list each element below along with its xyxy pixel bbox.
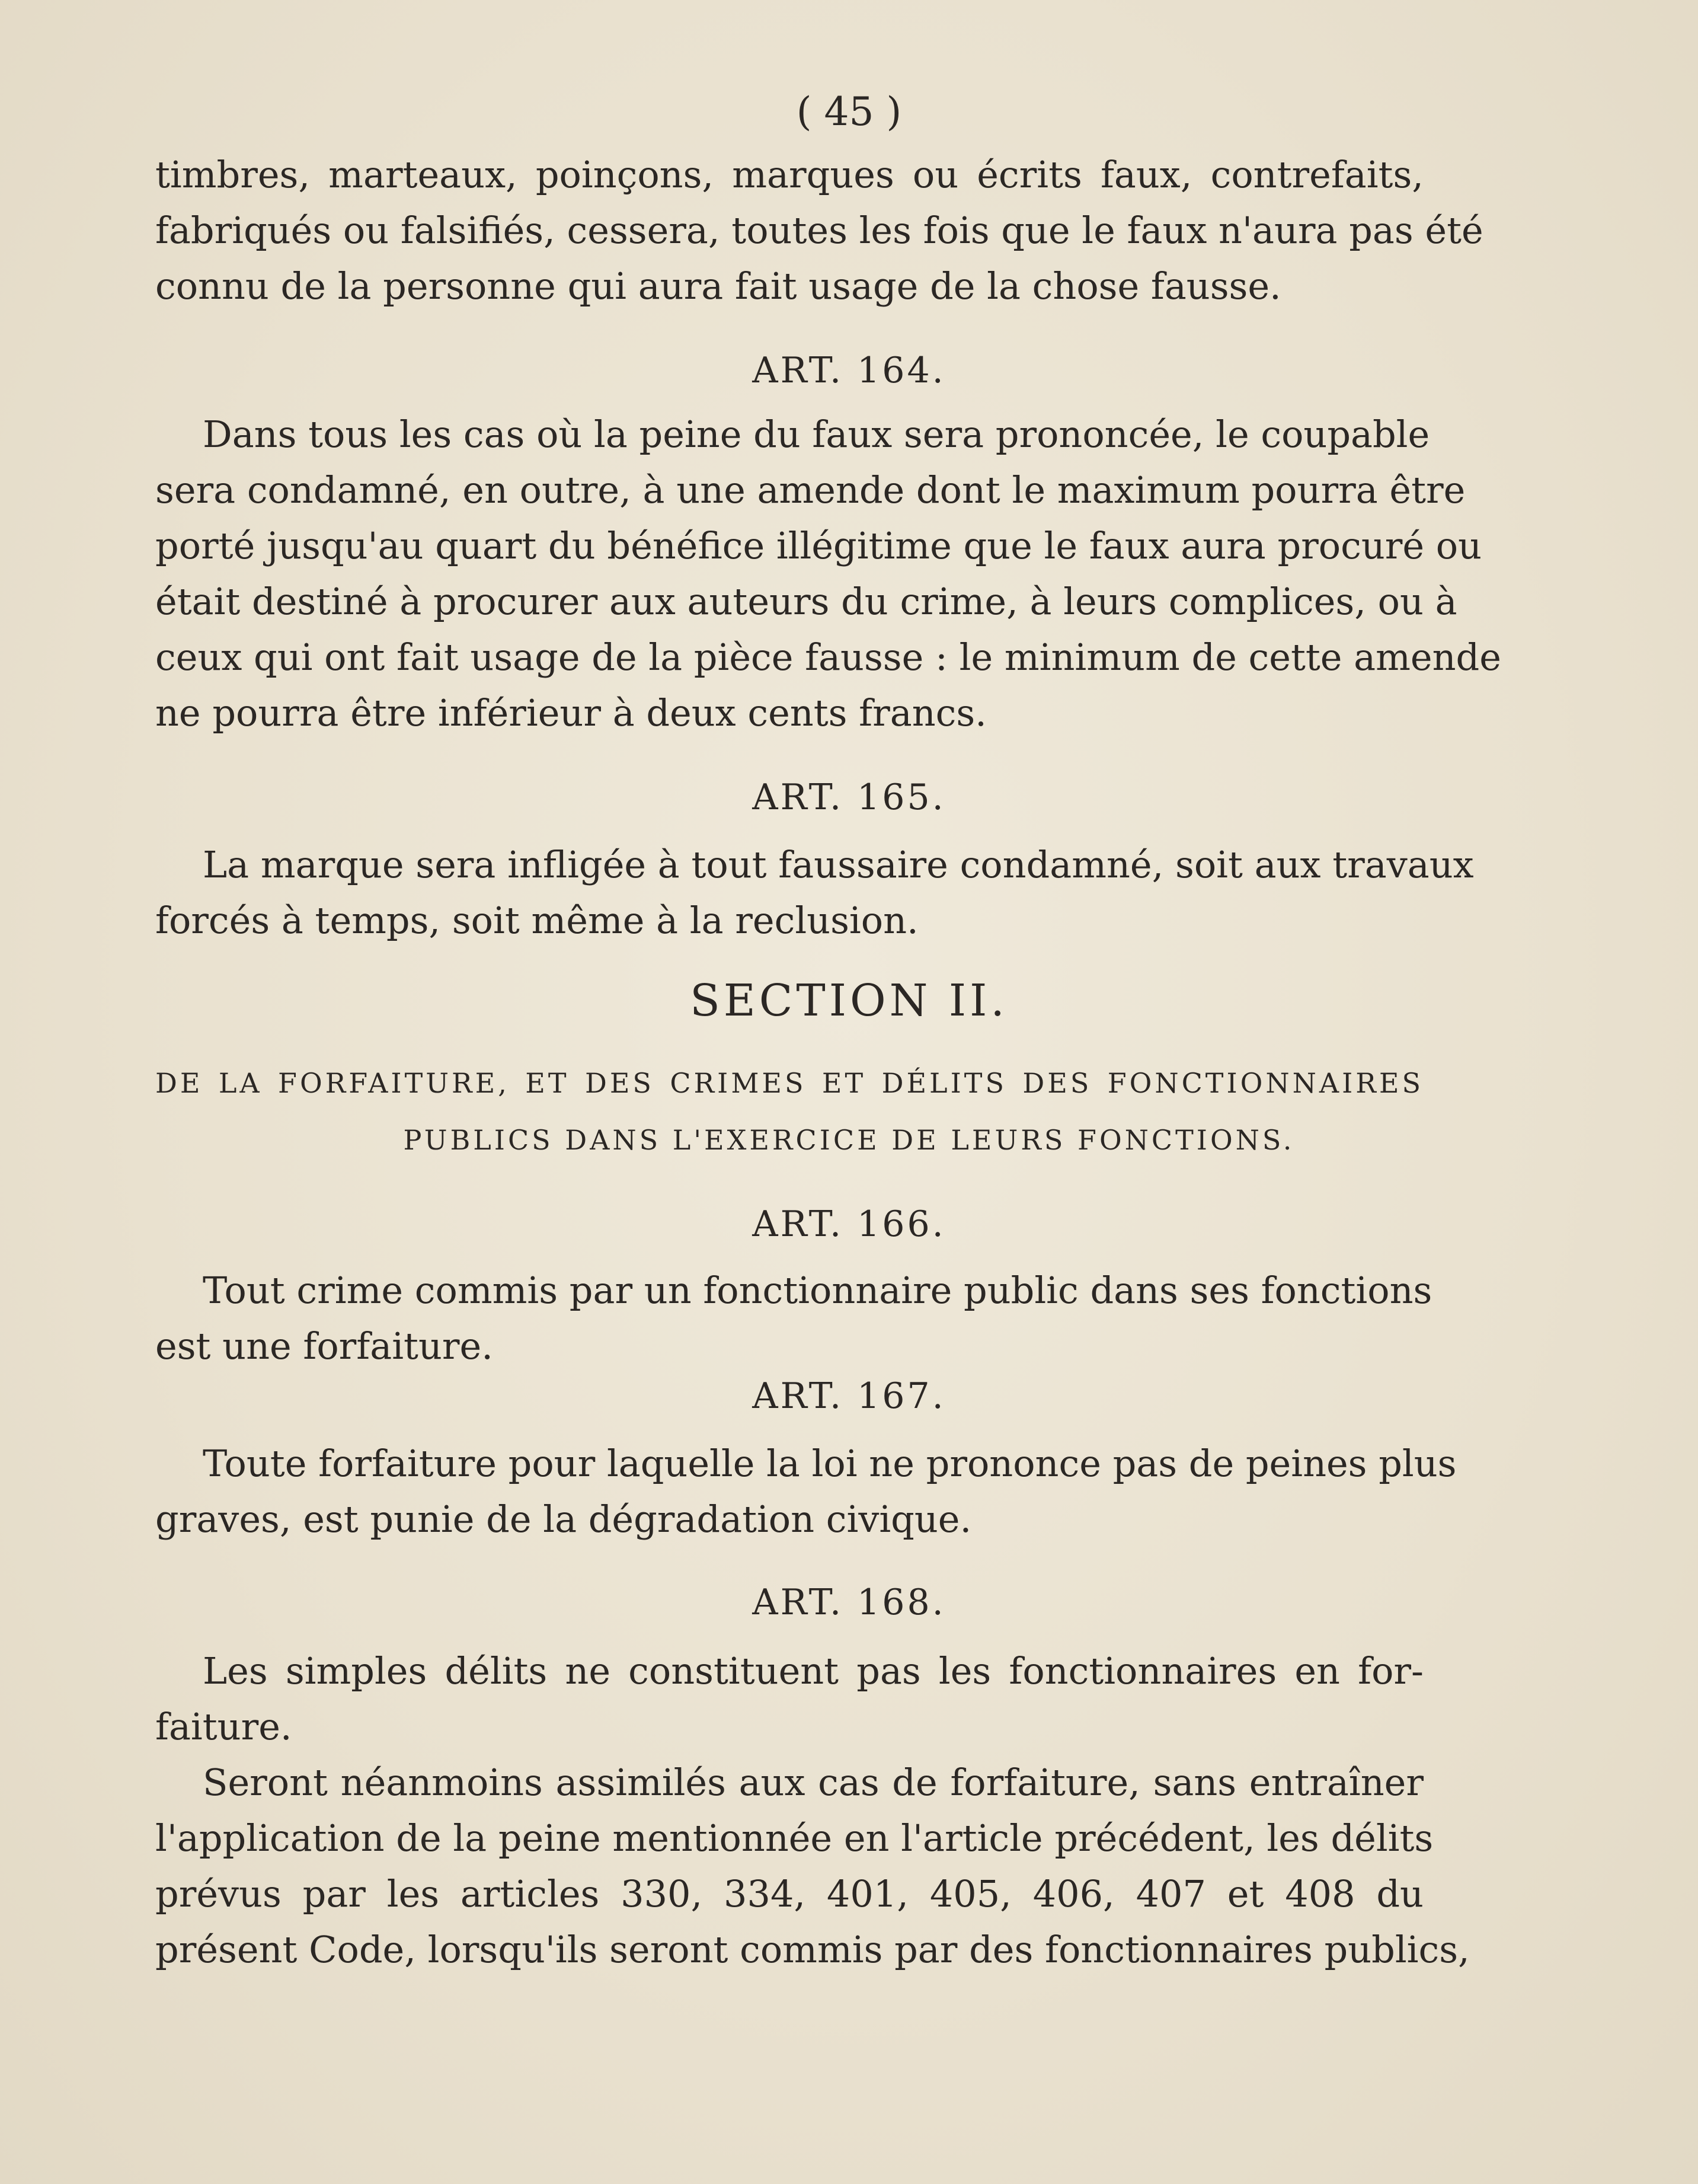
text-line: La marque sera infligée à tout faussaire condamné, soit aux travaux	[203, 843, 1474, 886]
section-title: SECTION II.	[690, 975, 1008, 1026]
text-line: Tout crime commis par un fonctionnaire public dans ses fonctions	[203, 1269, 1432, 1312]
article-165-heading: ART. 165.	[752, 777, 946, 818]
text-line: forcés à temps, soit même à la reclusion.	[155, 899, 919, 942]
text-line: ne pourra être inférieur à deux cents francs.	[155, 691, 987, 735]
section-subtitle-line-2: PUBLICS DANS L'EXERCICE DE LEURS FONCTIONS.	[403, 1124, 1295, 1156]
text-line: prévus par les articles 330, 334, 401, 405, 406, 407 et 408 du	[155, 1872, 1424, 1915]
text-line: sera condamné, en outre, à une amende dont le maximum pourra être	[155, 468, 1466, 512]
text-line: l'application de la peine mentionnée en l'article précédent, les délits	[155, 1816, 1434, 1860]
text-line: Dans tous les cas où la peine du faux sera prononcée, le coupable	[203, 413, 1430, 456]
article-164-heading: ART. 164.	[752, 350, 946, 391]
text-line: timbres, marteaux, poinçons, marques ou écrits faux, contrefaits,	[155, 153, 1424, 196]
article-165-paragraph	[155, 837, 1474, 949]
article-167-heading: ART. 167.	[752, 1375, 946, 1417]
text-line: ceux qui ont fait usage de la pièce fausse : le minimum de cette amende	[155, 636, 1501, 679]
intro-paragraph	[155, 147, 1483, 314]
article-166-heading: ART. 166.	[752, 1203, 946, 1245]
article-168-heading: ART. 168.	[752, 1582, 946, 1623]
text-line: Seront néanmoins assimilés aux cas de forfaiture, sans entraîner	[203, 1761, 1424, 1804]
text-line: graves, est punie de la dégradation civique.	[155, 1497, 972, 1541]
text-line: présent Code, lorsqu'ils seront commis par des fonctionnaires publics,	[155, 1928, 1470, 1971]
text-line: faiture.	[155, 1705, 292, 1748]
article-168-paragraph	[155, 1643, 1424, 1755]
article-168-continuation	[155, 1755, 1470, 1978]
text-line: était destiné à procurer aux auteurs du crime, à leurs complices, ou à	[155, 580, 1457, 623]
page-number: ( 45 )	[796, 89, 902, 135]
article-167-paragraph	[155, 1436, 1457, 1547]
text-line: connu de la personne qui aura fait usage de la chose fausse.	[155, 264, 1281, 308]
text-line: est une forfaiture.	[155, 1324, 493, 1368]
text-line: porté jusqu'au quart du bénéfice illégitime que le faux aura procuré ou	[155, 524, 1482, 567]
article-164-paragraph	[155, 407, 1501, 741]
section-subtitle-line-1: DE LA FORFAITURE, ET DES CRIMES ET DÉLITS DES FONCTIONNAIRES	[155, 1067, 1424, 1099]
text-line: Toute forfaiture pour laquelle la loi ne prononce pas de peines plus	[203, 1442, 1457, 1485]
article-166-paragraph	[155, 1263, 1432, 1374]
text-line: Les simples délits ne constituent pas les fonctionnaires en for-	[203, 1649, 1424, 1693]
text-line: fabriqués ou falsifiés, cessera, toutes les fois que le faux n'aura pas été	[155, 209, 1483, 252]
